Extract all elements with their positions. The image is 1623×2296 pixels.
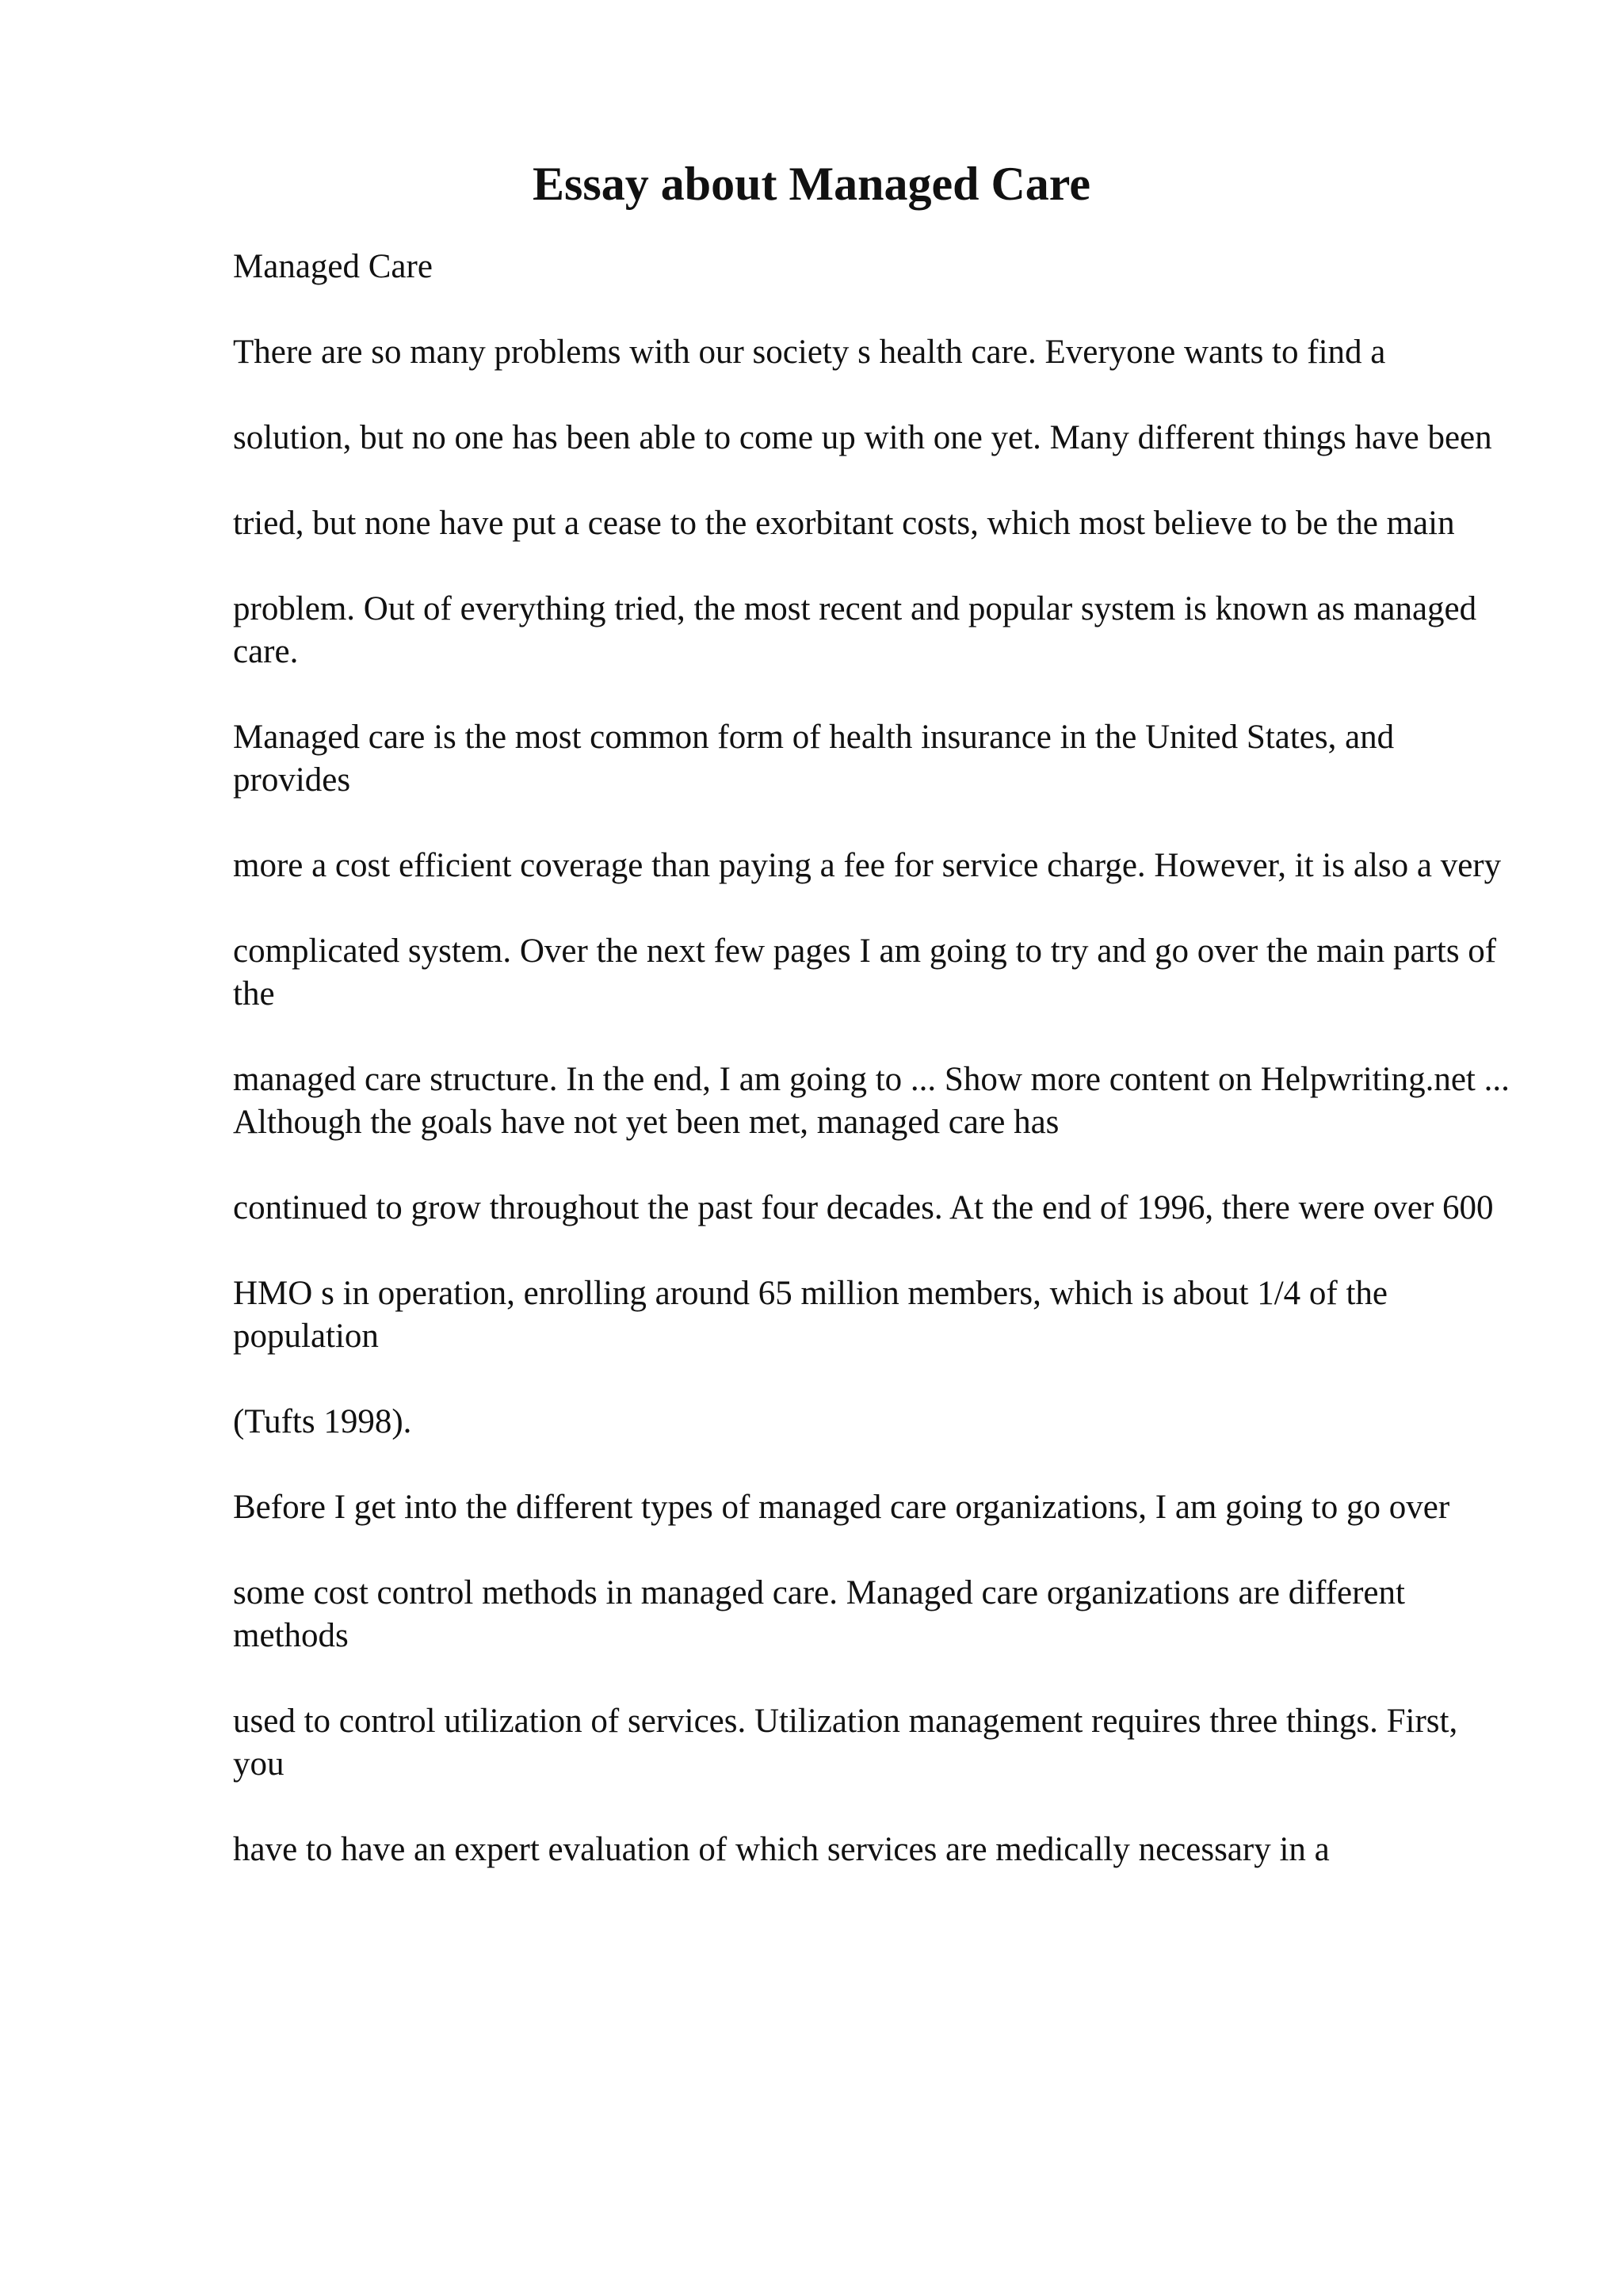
paragraph: problem. Out of everything tried, the most recent and popular system is known as managed care.: [233, 590, 1477, 670]
paragraph: tried, but none have put a cease to the exorbitant costs, which most believe to be the main: [233, 505, 1455, 542]
paragraph: used to control utilization of services. Utilization management requires three things. First, you: [233, 1703, 1458, 1783]
paragraph: some cost control methods in managed care. Managed care organizations are different methods: [233, 1574, 1405, 1654]
paragraph-heading: Managed Care: [233, 248, 433, 285]
paragraph: have to have an expert evaluation of which services are medically necessary in a: [233, 1831, 1330, 1868]
paragraph: more a cost efficient coverage than paying a fee for service charge. However, it is also a very: [233, 847, 1502, 884]
document-body: [233, 246, 1517, 1871]
document-title: Essay about Managed Care: [533, 158, 1090, 210]
paragraph: Although the goals have not yet been met, managed care has: [233, 1104, 1060, 1141]
paragraph: solution, but no one has been able to come up with one yet. Many different things have been: [233, 419, 1492, 456]
paragraph: complicated system. Over the next few pages I am going to try and go over the main parts of the: [233, 933, 1497, 1013]
paragraph: HMO s in operation, enrolling around 65 million members, which is about 1/4 of the population: [233, 1275, 1388, 1355]
paragraph: (Tufts 1998).: [233, 1403, 412, 1440]
paragraph: continued to grow throughout the past four decades. At the end of 1996, there were over 600: [233, 1189, 1494, 1226]
paragraph: managed care structure. In the end, I am going to ... Show more content on Helpwriting.net ...: [233, 1061, 1510, 1098]
paragraph: Before I get into the different types of managed care organizations, I am going to go over: [233, 1489, 1450, 1526]
paragraph: Managed care is the most common form of health insurance in the United States, and provides: [233, 719, 1395, 799]
paragraph: There are so many problems with our society s health care. Everyone wants to find a: [233, 334, 1386, 371]
